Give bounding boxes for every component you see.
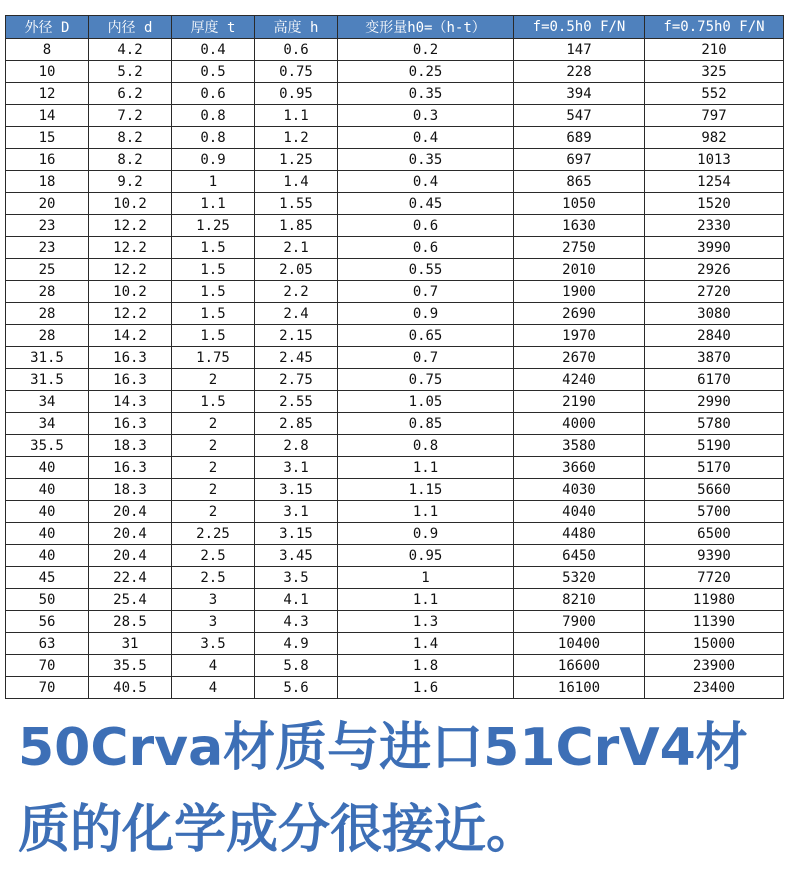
table-cell: 22.4 — [89, 567, 172, 589]
table-cell: 2330 — [645, 215, 784, 237]
table-cell: 0.9 — [338, 303, 514, 325]
table-cell: 6450 — [514, 545, 645, 567]
table-cell: 18.3 — [89, 435, 172, 457]
table-row — [6, 259, 784, 281]
table-cell: 1013 — [645, 149, 784, 171]
table-row — [6, 325, 784, 347]
table-row — [6, 237, 784, 259]
table-row — [6, 83, 784, 105]
column-header: 内径 d — [89, 16, 172, 39]
table-cell: 2 — [172, 457, 255, 479]
column-header: 厚度 t — [172, 16, 255, 39]
table-cell: 5.2 — [89, 61, 172, 83]
table-cell: 63 — [6, 633, 89, 655]
table-cell: 6170 — [645, 369, 784, 391]
table-cell: 1970 — [514, 325, 645, 347]
table-cell: 6500 — [645, 523, 784, 545]
table-cell: 2.2 — [255, 281, 338, 303]
table-row — [6, 633, 784, 655]
table-cell: 34 — [6, 413, 89, 435]
table-cell: 2 — [172, 435, 255, 457]
table-cell: 16600 — [514, 655, 645, 677]
table-row — [6, 281, 784, 303]
table-row — [6, 457, 784, 479]
table-cell: 2.85 — [255, 413, 338, 435]
table-cell: 10 — [6, 61, 89, 83]
table-row — [6, 105, 784, 127]
table-cell: 20 — [6, 193, 89, 215]
table-cell: 3.1 — [255, 501, 338, 523]
table-row — [6, 171, 784, 193]
table-row — [6, 435, 784, 457]
table-cell: 4480 — [514, 523, 645, 545]
column-header: 变形量h0=（h-t） — [338, 16, 514, 39]
table-cell: 40.5 — [89, 677, 172, 699]
table-cell: 3.15 — [255, 479, 338, 501]
table-cell: 15 — [6, 127, 89, 149]
table-cell: 40 — [6, 501, 89, 523]
table-cell: 2720 — [645, 281, 784, 303]
table-cell: 31 — [89, 633, 172, 655]
table-cell: 16.3 — [89, 413, 172, 435]
table-row — [6, 413, 784, 435]
table-cell: 28 — [6, 303, 89, 325]
table-row — [6, 501, 784, 523]
table-row — [6, 303, 784, 325]
table-cell: 3660 — [514, 457, 645, 479]
table-cell: 394 — [514, 83, 645, 105]
table-cell: 0.9 — [338, 523, 514, 545]
table-cell: 1520 — [645, 193, 784, 215]
table-cell: 0.75 — [255, 61, 338, 83]
column-header: 高度 h — [255, 16, 338, 39]
table-cell: 4.2 — [89, 39, 172, 61]
table-cell: 4040 — [514, 501, 645, 523]
table-cell: 31.5 — [6, 347, 89, 369]
table-cell: 8210 — [514, 589, 645, 611]
table-cell: 6.2 — [89, 83, 172, 105]
table-cell: 12.2 — [89, 215, 172, 237]
table-cell: 2010 — [514, 259, 645, 281]
table-row — [6, 611, 784, 633]
table-cell: 5320 — [514, 567, 645, 589]
table-cell: 11390 — [645, 611, 784, 633]
table-cell: 1.5 — [172, 391, 255, 413]
table-cell: 0.8 — [172, 105, 255, 127]
table-cell: 1.5 — [172, 281, 255, 303]
table-cell: 23 — [6, 237, 89, 259]
table-cell: 2670 — [514, 347, 645, 369]
table-cell: 3080 — [645, 303, 784, 325]
table-cell: 2.45 — [255, 347, 338, 369]
table-cell: 4240 — [514, 369, 645, 391]
table-cell: 34 — [6, 391, 89, 413]
table-cell: 5780 — [645, 413, 784, 435]
table-cell: 10.2 — [89, 193, 172, 215]
table-cell: 0.4 — [172, 39, 255, 61]
table-cell: 40 — [6, 457, 89, 479]
table-cell: 2.5 — [172, 567, 255, 589]
table-cell: 28.5 — [89, 611, 172, 633]
table-cell: 35.5 — [6, 435, 89, 457]
caption-line-1: 50Crva材质与进口51CrV4材 — [18, 718, 748, 778]
table-cell: 325 — [645, 61, 784, 83]
table-cell: 9.2 — [89, 171, 172, 193]
table-cell: 0.6 — [172, 83, 255, 105]
table-cell: 10400 — [514, 633, 645, 655]
table-cell: 12.2 — [89, 303, 172, 325]
table-cell: 797 — [645, 105, 784, 127]
table-cell: 3 — [172, 611, 255, 633]
table-cell: 8.2 — [89, 149, 172, 171]
table-cell: 0.3 — [338, 105, 514, 127]
header-row — [6, 16, 784, 39]
table-row — [6, 655, 784, 677]
table-cell: 3.15 — [255, 523, 338, 545]
table-cell: 1050 — [514, 193, 645, 215]
table-cell: 0.7 — [338, 281, 514, 303]
table-cell: 1.5 — [172, 303, 255, 325]
table-cell: 5700 — [645, 501, 784, 523]
table-cell: 0.4 — [338, 127, 514, 149]
table-cell: 25 — [6, 259, 89, 281]
table-cell: 3870 — [645, 347, 784, 369]
table-cell: 3.5 — [172, 633, 255, 655]
table-cell: 14.2 — [89, 325, 172, 347]
table-row — [6, 215, 784, 237]
table-cell: 16100 — [514, 677, 645, 699]
table-cell: 2926 — [645, 259, 784, 281]
table-cell: 56 — [6, 611, 89, 633]
table-cell: 18.3 — [89, 479, 172, 501]
table-cell: 0.2 — [338, 39, 514, 61]
table-cell: 20.4 — [89, 545, 172, 567]
table-cell: 70 — [6, 655, 89, 677]
table-cell: 0.5 — [172, 61, 255, 83]
table-cell: 547 — [514, 105, 645, 127]
table-cell: 16.3 — [89, 347, 172, 369]
table-cell: 0.45 — [338, 193, 514, 215]
table-cell: 0.6 — [338, 215, 514, 237]
table-cell: 50 — [6, 589, 89, 611]
table-cell: 2840 — [645, 325, 784, 347]
table-cell: 2.1 — [255, 237, 338, 259]
table-cell: 12.2 — [89, 259, 172, 281]
table-row — [6, 39, 784, 61]
table-cell: 2 — [172, 479, 255, 501]
table-cell: 697 — [514, 149, 645, 171]
table-cell: 2 — [172, 369, 255, 391]
table-cell: 3.5 — [255, 567, 338, 589]
table-cell: 3 — [172, 589, 255, 611]
table-cell: 1.25 — [172, 215, 255, 237]
table-cell: 0.8 — [172, 127, 255, 149]
table-cell: 8.2 — [89, 127, 172, 149]
table-cell: 9390 — [645, 545, 784, 567]
table-row — [6, 589, 784, 611]
table-cell: 15000 — [645, 633, 784, 655]
table-cell: 1 — [172, 171, 255, 193]
table-cell: 3990 — [645, 237, 784, 259]
table-cell: 16.3 — [89, 369, 172, 391]
table-cell: 2190 — [514, 391, 645, 413]
table-row — [6, 193, 784, 215]
table-cell: 2750 — [514, 237, 645, 259]
table-cell: 2690 — [514, 303, 645, 325]
table-cell: 1.85 — [255, 215, 338, 237]
table-cell: 2.5 — [172, 545, 255, 567]
table-cell: 45 — [6, 567, 89, 589]
table-cell: 25.4 — [89, 589, 172, 611]
table-cell: 12 — [6, 83, 89, 105]
table-cell: 14 — [6, 105, 89, 127]
table-cell: 5170 — [645, 457, 784, 479]
table-cell: 20.4 — [89, 523, 172, 545]
table-cell: 2.05 — [255, 259, 338, 281]
table-row — [6, 567, 784, 589]
table-row — [6, 347, 784, 369]
table-cell: 31.5 — [6, 369, 89, 391]
table-cell: 1.8 — [338, 655, 514, 677]
table-cell: 23 — [6, 215, 89, 237]
table-cell: 1630 — [514, 215, 645, 237]
table-cell: 16.3 — [89, 457, 172, 479]
spring-spec-table — [5, 15, 784, 699]
table-cell: 1254 — [645, 171, 784, 193]
table-cell: 0.55 — [338, 259, 514, 281]
table-cell: 2.55 — [255, 391, 338, 413]
table-cell: 5.6 — [255, 677, 338, 699]
table-cell: 1.4 — [338, 633, 514, 655]
table-cell: 7.2 — [89, 105, 172, 127]
table-cell: 2 — [172, 413, 255, 435]
table-cell: 1.1 — [338, 501, 514, 523]
table-body — [6, 39, 784, 699]
table-cell: 5.8 — [255, 655, 338, 677]
table-cell: 4000 — [514, 413, 645, 435]
table-row — [6, 479, 784, 501]
table-cell: 0.6 — [338, 237, 514, 259]
table-cell: 1.3 — [338, 611, 514, 633]
table-cell: 40 — [6, 479, 89, 501]
table-cell: 23400 — [645, 677, 784, 699]
table-row — [6, 127, 784, 149]
table-cell: 1.75 — [172, 347, 255, 369]
table-cell: 689 — [514, 127, 645, 149]
table-cell: 7900 — [514, 611, 645, 633]
table-cell: 5190 — [645, 435, 784, 457]
table-cell: 0.25 — [338, 61, 514, 83]
table-cell: 28 — [6, 281, 89, 303]
table-cell: 0.95 — [255, 83, 338, 105]
table-cell: 1.25 — [255, 149, 338, 171]
column-header: 外径 D — [6, 16, 89, 39]
table-cell: 0.35 — [338, 83, 514, 105]
table-cell: 0.6 — [255, 39, 338, 61]
column-header: f=0.5h0 F/N — [514, 16, 645, 39]
table-cell: 2.75 — [255, 369, 338, 391]
table-cell: 228 — [514, 61, 645, 83]
table-cell: 1.1 — [172, 193, 255, 215]
table-cell: 4.9 — [255, 633, 338, 655]
table-cell: 4030 — [514, 479, 645, 501]
table-cell: 210 — [645, 39, 784, 61]
table-cell: 2.4 — [255, 303, 338, 325]
table-cell: 0.75 — [338, 369, 514, 391]
table-cell: 1900 — [514, 281, 645, 303]
table-row — [6, 149, 784, 171]
table-cell: 865 — [514, 171, 645, 193]
table-cell: 7720 — [645, 567, 784, 589]
table-cell: 1.5 — [172, 237, 255, 259]
table-cell: 0.4 — [338, 171, 514, 193]
table-cell: 14.3 — [89, 391, 172, 413]
table-cell: 4.1 — [255, 589, 338, 611]
table-cell: 1.4 — [255, 171, 338, 193]
table-cell: 4.3 — [255, 611, 338, 633]
table-row — [6, 523, 784, 545]
table-cell: 2.8 — [255, 435, 338, 457]
table-cell: 10.2 — [89, 281, 172, 303]
table-cell: 0.8 — [338, 435, 514, 457]
table-cell: 35.5 — [89, 655, 172, 677]
table-cell: 8 — [6, 39, 89, 61]
table-cell: 40 — [6, 523, 89, 545]
table-header — [6, 16, 784, 39]
table-cell: 1.6 — [338, 677, 514, 699]
table-cell: 0.7 — [338, 347, 514, 369]
table-cell: 12.2 — [89, 237, 172, 259]
table-cell: 1.1 — [338, 589, 514, 611]
table-cell: 1.5 — [172, 325, 255, 347]
table-cell: 0.65 — [338, 325, 514, 347]
table-cell: 1.1 — [255, 105, 338, 127]
table-cell: 0.9 — [172, 149, 255, 171]
table-row — [6, 677, 784, 699]
table-cell: 982 — [645, 127, 784, 149]
table-cell: 552 — [645, 83, 784, 105]
table-cell: 1.05 — [338, 391, 514, 413]
table-cell: 16 — [6, 149, 89, 171]
column-header: f=0.75h0 F/N — [645, 16, 784, 39]
table-cell: 2990 — [645, 391, 784, 413]
table-cell: 3580 — [514, 435, 645, 457]
table-cell: 23900 — [645, 655, 784, 677]
table-cell: 5660 — [645, 479, 784, 501]
caption-line-2: 质的化学成分很接近。 — [18, 800, 539, 860]
table-cell: 2 — [172, 501, 255, 523]
table-cell: 0.95 — [338, 545, 514, 567]
table-cell: 1.2 — [255, 127, 338, 149]
table-cell: 1.1 — [338, 457, 514, 479]
table-cell: 1 — [338, 567, 514, 589]
table-cell: 4 — [172, 655, 255, 677]
table-cell: 11980 — [645, 589, 784, 611]
table-cell: 2.15 — [255, 325, 338, 347]
table-cell: 18 — [6, 171, 89, 193]
table-cell: 40 — [6, 545, 89, 567]
table-cell: 1.55 — [255, 193, 338, 215]
table-cell: 4 — [172, 677, 255, 699]
table-cell: 0.35 — [338, 149, 514, 171]
table-cell: 147 — [514, 39, 645, 61]
table-cell: 0.85 — [338, 413, 514, 435]
table-row — [6, 369, 784, 391]
table-cell: 1.15 — [338, 479, 514, 501]
table-cell: 20.4 — [89, 501, 172, 523]
table-row — [6, 391, 784, 413]
table-cell: 28 — [6, 325, 89, 347]
table-row — [6, 545, 784, 567]
table-cell: 3.45 — [255, 545, 338, 567]
table-cell: 70 — [6, 677, 89, 699]
table-cell: 1.5 — [172, 259, 255, 281]
table-cell: 2.25 — [172, 523, 255, 545]
table-row — [6, 61, 784, 83]
table-cell: 3.1 — [255, 457, 338, 479]
